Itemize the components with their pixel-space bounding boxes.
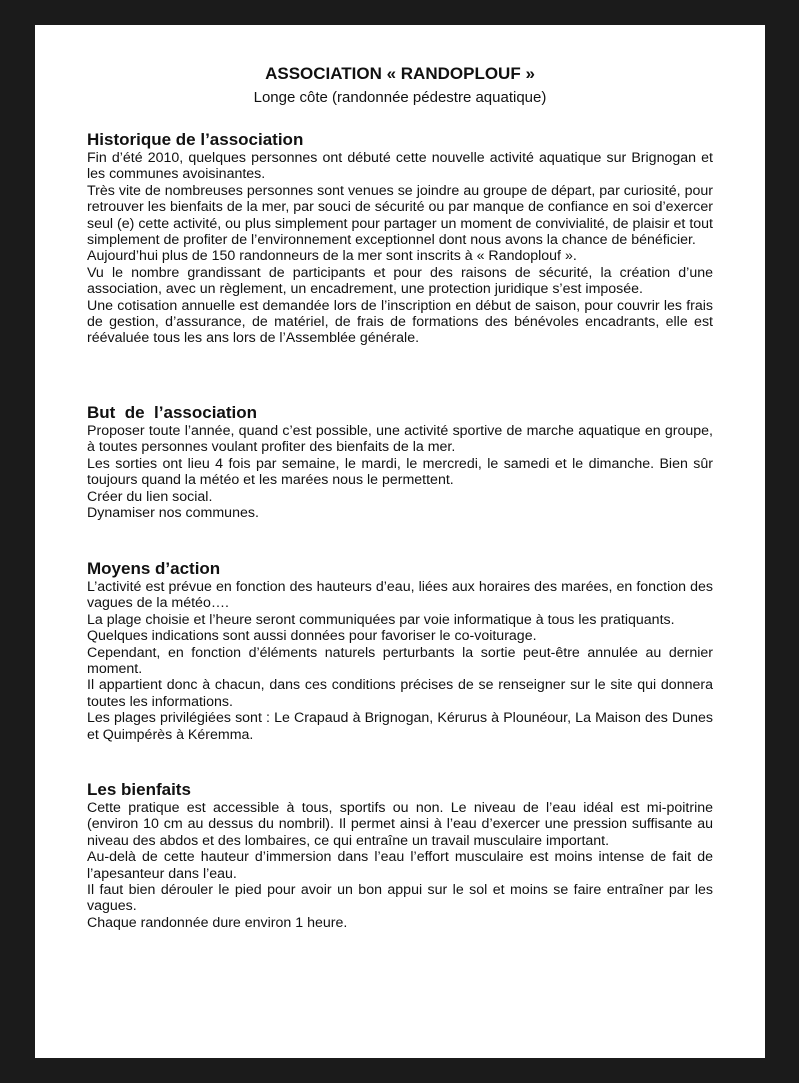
paragraph: Aujourd’hui plus de 150 randonneurs de la mer sont inscrits à « Randoplouf ». xyxy=(87,248,577,265)
section-bienfaits xyxy=(87,780,713,931)
section-but xyxy=(87,403,713,521)
paragraph: Une cotisation annuelle est demandée lors de l’inscription en début de saison, pour couvrir les frais de gestion, d’assurance, de matériel, de frais de formations des bénévoles encadrants, elle est réévaluée tous les ans lors de l’Assemblée générale. xyxy=(87,297,713,347)
section-moyens xyxy=(87,559,713,743)
paragraph: Vu le nombre grandissant de participants et pour des raisons de sécurité, la création d’une association, avec un règlement, un encadrement, une protection juridique s’est imposée. xyxy=(87,264,713,298)
document-title: ASSOCIATION « RANDOPLOUF » xyxy=(265,64,535,83)
paragraph: Dynamiser nos communes. xyxy=(87,505,259,522)
paragraph: Les sorties ont lieu 4 fois par semaine, le mardi, le mercredi, le samedi et le dimanche. Bien sûr toujours quand la météo et les marées nous le permettent. xyxy=(87,455,713,489)
section-heading: Les bienfaits xyxy=(87,780,191,799)
paragraph: Cependant, en fonction d’éléments naturels perturbants la sortie peut-être annulée au dernier moment. xyxy=(87,644,713,678)
document-subtitle: Longe côte (randonnée pédestre aquatique) xyxy=(253,89,547,106)
section-heading: Moyens d’action xyxy=(87,559,221,578)
paragraph: Chaque randonnée dure environ 1 heure. xyxy=(87,914,348,931)
paragraph: Fin d’été 2010, quelques personnes ont débuté cette nouvelle activité aquatique sur Brignogan et les communes avoisinantes. xyxy=(87,150,713,183)
paragraph: Les plages privilégiées sont : Le Crapaud à Brignogan, Kérurus à Plounéour, La Maison des Dunes et Quimpérès à Kéremma. xyxy=(87,710,713,743)
paragraph: Très vite de nombreuses personnes sont venues se joindre au groupe de départ, par curiosité, pour retrouver les bienfaits de la mer, par souci de sécurité ou par manque de confiance en soi d’exercer seul (e) cette activité, ou plus simplement pour partager un moment de convivialité, de plaisir et tout simplement de profiter de l’environnement exceptionnel dont nous avons la chance de bénéficier. xyxy=(87,182,713,249)
paragraph: La plage choisie et l’heure seront communiquées par voie informatique à tous les pratiquants. xyxy=(87,611,675,628)
paragraph: Il appartient donc à chacun, dans ces conditions précises de se renseigner sur le site qui donnera toutes les informations. xyxy=(87,677,713,710)
paragraph: Créer du lien social. xyxy=(87,488,213,505)
section-heading: But de l’association xyxy=(87,403,258,422)
paragraph: Quelques indications sont aussi données pour favoriser le co-voiturage. xyxy=(87,628,537,645)
paragraph: Au-delà de cette hauteur d’immersion dans l’eau l’effort musculaire est moins intense de fait de l’apesanteur dans l’eau. xyxy=(87,849,713,882)
section-historique xyxy=(87,130,713,347)
paragraph: L’activité est prévue en fonction des hauteurs d’eau, liées aux horaires des marées, en fonction des vagues de la météo…. xyxy=(87,579,713,612)
paragraph: Cette pratique est accessible à tous, sportifs ou non. Le niveau de l’eau idéal est mi-poitrine (environ 10 cm au dessus du nombril). Il permet ainsi à l’eau d’exercer une pression suffisante au niveau des abdos et des lombaires, ce qui entraîne un travail musculaire important. xyxy=(87,800,713,849)
paragraph: Il faut bien dérouler le pied pour avoir un bon appui sur le sol et moins se faire entraîner par les vagues. xyxy=(87,882,713,915)
section-heading: Historique de l’association xyxy=(87,130,304,149)
document-page xyxy=(35,25,765,1058)
paragraph: Proposer toute l’année, quand c’est possible, une activité sportive de marche aquatique en groupe, à toutes personnes voulant profiter des bienfaits de la mer. xyxy=(87,423,713,456)
